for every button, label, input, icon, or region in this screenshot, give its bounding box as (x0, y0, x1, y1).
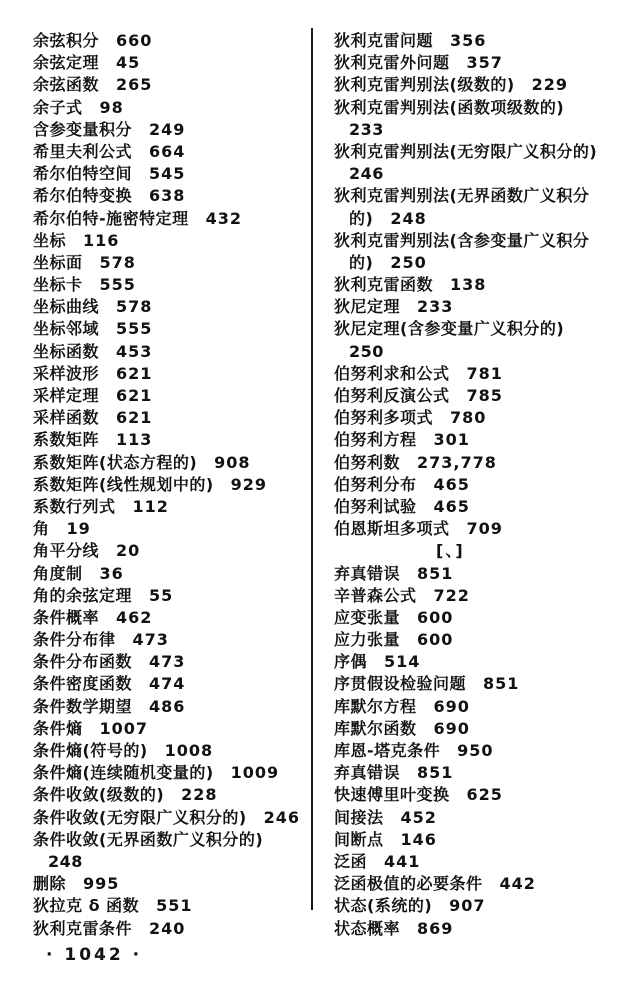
page-ref: 907 (449, 896, 486, 916)
index-entry (334, 429, 634, 451)
index-entry (33, 540, 309, 562)
page-ref: 1009 (230, 763, 280, 783)
index-column-right (334, 30, 634, 940)
index-term: 伯努利试验 (334, 496, 417, 516)
index-term: 采样函数 (33, 408, 100, 428)
page-ref: 146 (400, 829, 437, 849)
index-term: 条件分布函数 (33, 652, 133, 672)
index-term: 弃真错误 (334, 563, 401, 583)
page-ref: 246 (263, 807, 301, 827)
index-entry (334, 363, 634, 385)
page-ref: 780 (450, 408, 487, 428)
page-ref: 138 (450, 275, 487, 295)
page-ref: 1008 (164, 741, 214, 760)
index-entry (33, 474, 309, 496)
index-term: 狄拉克 δ 函数 (33, 896, 140, 916)
index-term: 序偶 (334, 652, 368, 672)
index-entry (33, 208, 309, 230)
page-ref: 233 (417, 297, 454, 317)
page-ref: 113 (116, 430, 153, 450)
index-entry (33, 829, 309, 851)
index-entry (33, 296, 309, 318)
page-ref: 995 (83, 874, 120, 894)
index-entry (334, 141, 634, 163)
index-term: 坐标邻域 (33, 319, 100, 339)
index-entry (33, 230, 309, 252)
index-term: 250 (349, 341, 384, 361)
index-term: 应力张量 (334, 630, 401, 650)
index-entry (334, 762, 634, 784)
index-entry (33, 452, 309, 474)
index-term: 伯努利多项式 (334, 408, 434, 428)
index-term: 伯努利方程 (334, 430, 417, 450)
page-ref: 785 (466, 386, 503, 405)
page-ref: 1007 (99, 718, 149, 738)
index-entry (33, 696, 309, 718)
index-entry (334, 163, 634, 185)
index-term: 条件熵(符号的) (33, 741, 148, 760)
index-term: 条件熵(连续随机变量的) (33, 763, 214, 783)
index-term: 库恩-塔克条件 (334, 741, 441, 760)
index-term: 狄利克雷判别法(无穷限广义积分的) (334, 141, 598, 161)
index-entry (334, 230, 634, 252)
index-entry (334, 696, 634, 718)
page-ref: 20 (116, 541, 141, 561)
index-entry (334, 784, 634, 806)
page-ref: 660 (116, 31, 153, 50)
index-entry (33, 629, 309, 651)
index-entry (33, 518, 309, 540)
page-ref: 555 (116, 319, 153, 339)
page-ref: 465 (433, 496, 470, 516)
index-entry (334, 496, 634, 518)
page-ref: 621 (116, 363, 153, 383)
index-term: 序贯假设检验问题 (334, 674, 467, 694)
index-entry (33, 762, 309, 784)
index-term: 狄利克雷条件 (33, 918, 133, 938)
page-ref: 664 (149, 141, 186, 161)
page-ref: 638 (149, 186, 186, 206)
page-ref: 908 (214, 452, 251, 472)
index-entry (33, 185, 309, 207)
section-header-label: [、] (436, 541, 465, 561)
index-entry (33, 52, 309, 74)
index-term: 库默尔函数 (334, 718, 417, 738)
index-term: 系数矩阵 (33, 430, 100, 450)
index-entry (33, 119, 309, 141)
index-term: 条件收敛(无界函数广义积分的) (33, 829, 264, 849)
index-entry (33, 318, 309, 340)
page-ref: 273,778 (417, 452, 497, 472)
page-ref: 781 (466, 363, 503, 383)
index-term: 狄利克雷判别法(含参变量广义积分 (334, 230, 590, 250)
index-entry (334, 651, 634, 673)
section-header (334, 540, 634, 562)
index-entry (334, 873, 634, 895)
index-entry (33, 784, 309, 806)
page-ref: 36 (99, 563, 124, 583)
index-entry (334, 30, 634, 52)
index-entry (334, 208, 634, 230)
index-entry (33, 585, 309, 607)
index-entry (33, 873, 309, 895)
index-entry (334, 119, 634, 141)
index-entry (334, 296, 634, 318)
index-term: 伯努利反演公式 (334, 386, 450, 405)
index-entry (334, 274, 634, 296)
index-term: 条件收敛(级数的) (33, 785, 165, 805)
index-entry (33, 651, 309, 673)
page-ref: 19 (66, 519, 91, 539)
index-term: 伯努利分布 (334, 474, 417, 494)
index-term: 含参变量积分 (33, 119, 133, 139)
index-entry (33, 429, 309, 451)
index-term: 系数矩阵(线性规划中的) (33, 474, 214, 494)
page-ref: 600 (417, 607, 454, 627)
index-entry (33, 740, 309, 762)
index-entry (33, 407, 309, 429)
index-term: 采样定理 (33, 386, 100, 405)
index-term: 希尔伯特空间 (33, 164, 133, 184)
index-term: 希尔伯特变换 (33, 186, 133, 206)
page-ref: 462 (116, 607, 153, 627)
index-term: 辛普森公式 (334, 585, 417, 605)
index-entry (334, 341, 634, 363)
page-ref: 851 (483, 674, 520, 694)
index-term: 条件概率 (33, 607, 100, 627)
page-ref: 357 (466, 53, 503, 73)
page-ref: 465 (433, 474, 470, 494)
page-ref: 625 (466, 785, 503, 805)
page-ref: 851 (417, 563, 454, 583)
index-entry (33, 74, 309, 96)
page-ref: 514 (384, 652, 421, 672)
page-ref: 709 (466, 519, 503, 539)
page-ref: 250 (390, 252, 427, 272)
index-term: 伯努利数 (334, 452, 401, 472)
index-term: 希里夫利公式 (33, 141, 133, 161)
page-ref: 578 (99, 252, 136, 272)
page-ref: 265 (116, 75, 153, 95)
page-ref: 473 (132, 630, 169, 650)
index-entry (334, 518, 634, 540)
index-entry (33, 385, 309, 407)
index-term: 应变张量 (334, 607, 401, 627)
index-entry (334, 97, 634, 119)
index-entry (33, 807, 309, 829)
index-term: 快速傅里叶变换 (334, 785, 450, 805)
page-ref: 228 (181, 785, 218, 805)
index-term: 坐标曲线 (33, 297, 100, 317)
page-ref: 452 (400, 807, 437, 827)
index-entry (33, 895, 309, 917)
index-term: 库默尔方程 (334, 696, 417, 716)
index-entry (33, 163, 309, 185)
index-term: 248 (48, 851, 83, 871)
page-ref: 929 (230, 474, 268, 494)
index-entry (33, 718, 309, 740)
index-term: 状态概率 (334, 918, 401, 938)
index-term: 角的余弦定理 (33, 585, 133, 605)
index-entry (33, 141, 309, 163)
page-ref: 240 (149, 918, 186, 938)
index-entry (334, 629, 634, 651)
index-entry (334, 585, 634, 607)
page-ref: 600 (417, 630, 454, 650)
page-ref: 950 (457, 741, 494, 760)
index-term: 狄利克雷判别法(函数项级数的) (334, 97, 565, 117)
index-entry (334, 807, 634, 829)
page-ref: 248 (390, 208, 427, 228)
page-ref: 229 (531, 75, 569, 95)
index-entry (334, 851, 634, 873)
index-entry (33, 30, 309, 52)
index-term: 系数矩阵(状态方程的) (33, 452, 198, 472)
index-entry (33, 918, 309, 940)
page-ref: 545 (149, 164, 186, 184)
index-entry (33, 363, 309, 385)
index-term: 角平分线 (33, 541, 100, 561)
index-term: 狄利克雷函数 (334, 275, 434, 295)
page-ref: 249 (149, 119, 186, 139)
index-entry (334, 829, 634, 851)
index-term: 角度制 (33, 563, 83, 583)
page-ref: 474 (149, 674, 186, 694)
index-entry (334, 74, 634, 96)
page-ref: 112 (132, 496, 169, 516)
index-entry (334, 385, 634, 407)
index-term: 间断点 (334, 829, 384, 849)
index-term: 狄利克雷外问题 (334, 53, 450, 73)
page-ref: 578 (116, 297, 153, 317)
index-term: 狄利克雷判别法(无界函数广义积分 (334, 186, 590, 206)
index-term: 泛函极值的必要条件 (334, 874, 483, 894)
page-ref: 356 (450, 31, 487, 50)
index-term: 希尔伯特-施密特定理 (33, 208, 189, 228)
page-ref: 98 (99, 97, 124, 117)
index-entry (334, 673, 634, 695)
index-entry (334, 895, 634, 917)
page-ref: 486 (149, 696, 186, 716)
index-entry (33, 607, 309, 629)
index-term: 间接法 (334, 807, 384, 827)
index-term: 余弦积分 (33, 31, 100, 50)
index-entry (334, 185, 634, 207)
index-term: 条件分布律 (33, 630, 116, 650)
index-term: 狄尼定理 (334, 297, 401, 317)
index-term: 的) (349, 208, 374, 228)
index-term: 坐标 (33, 230, 67, 250)
index-entry (334, 918, 634, 940)
index-entry (33, 563, 309, 585)
index-entry (334, 318, 634, 340)
page-ref: 55 (149, 585, 174, 605)
index-term: 狄尼定理(含参变量广义积分的) (334, 319, 565, 339)
index-entry (33, 252, 309, 274)
index-term: 坐标面 (33, 252, 83, 272)
index-term: 伯恩斯坦多项式 (334, 519, 450, 539)
index-term: 泛函 (334, 851, 368, 871)
index-entry (334, 607, 634, 629)
index-term: 伯努利求和公式 (334, 363, 450, 383)
index-entry (334, 452, 634, 474)
page-ref: 441 (384, 851, 421, 871)
index-entry (334, 718, 634, 740)
index-term: 系数行列式 (33, 496, 116, 516)
page-ref: 442 (499, 874, 536, 894)
page-ref: 851 (417, 763, 454, 783)
page-number: · 1042 · (46, 945, 143, 965)
index-column-left (33, 30, 309, 940)
index-term: 246 (349, 164, 384, 184)
index-term: 条件收敛(无穷限广义积分的) (33, 807, 247, 827)
index-term: 弃真错误 (334, 763, 401, 783)
index-entry (33, 97, 309, 119)
page-ref: 453 (116, 341, 153, 361)
page-ref: 301 (433, 430, 470, 450)
index-entry (334, 563, 634, 585)
index-entry (33, 673, 309, 695)
column-divider (311, 28, 313, 910)
page-ref: 690 (433, 718, 470, 738)
index-entry (33, 274, 309, 296)
page-ref: 869 (417, 918, 454, 938)
page-ref: 722 (433, 585, 470, 605)
index-entry (33, 851, 309, 873)
page-ref: 116 (83, 230, 120, 250)
index-term: 的) (349, 252, 374, 272)
page-ref: 473 (149, 652, 186, 672)
index-term: 坐标函数 (33, 341, 100, 361)
index-term: 条件密度函数 (33, 674, 133, 694)
index-entry (334, 474, 634, 496)
index-term: 坐标卡 (33, 275, 83, 295)
page-ref: 621 (116, 408, 153, 428)
index-entry (334, 252, 634, 274)
page-ref: 45 (116, 53, 141, 73)
page-ref: 432 (205, 208, 243, 228)
index-term: 233 (349, 119, 384, 139)
index-term: 余弦函数 (33, 75, 100, 95)
index-term: 删除 (33, 874, 67, 894)
page-ref: 621 (116, 386, 153, 405)
index-entry (334, 407, 634, 429)
index-term: 采样波形 (33, 363, 100, 383)
index-term: 条件数学期望 (33, 696, 133, 716)
index-term: 余子式 (33, 97, 83, 117)
index-term: 状态(系统的) (334, 896, 433, 916)
index-term: 狄利克雷判别法(级数的) (334, 75, 515, 95)
index-entry (334, 740, 634, 762)
index-term: 狄利克雷问题 (334, 31, 434, 50)
page-ref: 551 (156, 896, 193, 916)
index-entry (334, 52, 634, 74)
page-ref: 555 (99, 275, 136, 295)
index-entry (33, 496, 309, 518)
index-term: 余弦定理 (33, 53, 100, 73)
page-ref: 690 (433, 696, 470, 716)
index-term: 条件熵 (33, 718, 83, 738)
index-entry (33, 341, 309, 363)
index-term: 角 (33, 519, 50, 539)
